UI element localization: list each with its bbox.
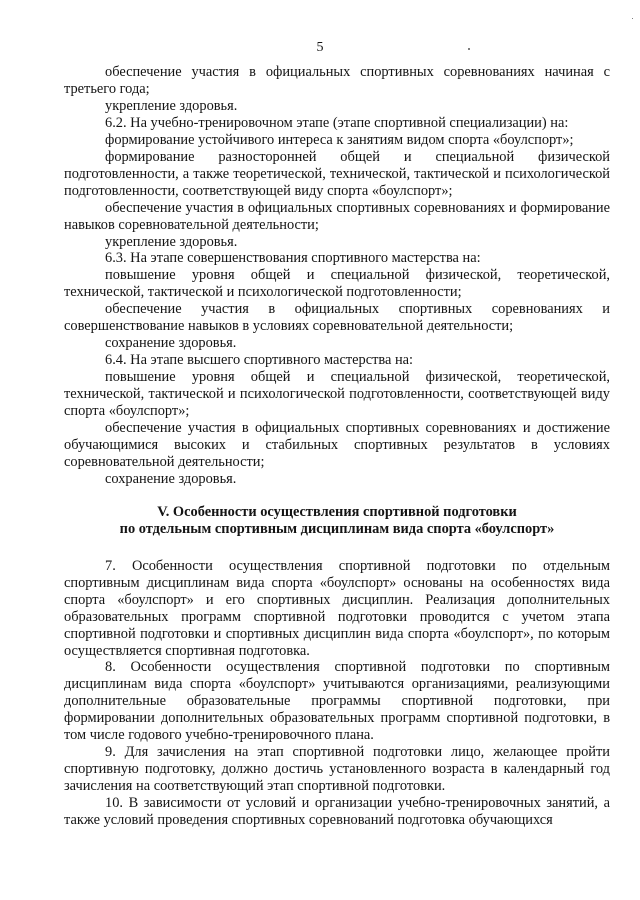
paragraph-9: 9. Для зачисления на этап спортивной подготовки лицо, желающее пройти спортивную подготовку, должно достичь установленного возраста в календарный год зачисления на соответствующий этап спортивной подготовки. [64,744,610,795]
scan-speck [468,48,470,50]
paragraph-health-strengthening: укрепление здоровья. [105,97,238,114]
paragraph-versatile-training: формирование разносторонней общей и специальной физической подготовленности, а также теоретической, технической, тактической и психологической подготовленности, соответствующей виду спорта «боулспорт»; [64,148,610,199]
page-number: 5 [316,40,324,55]
paragraph-raising-level-bowlsport: повышение уровня общей и специальной физической, теоретической, технической, тактической и психологической подготовленности, соответствующей виду спорта «боулспорт»; [64,369,610,420]
paragraph-stable-interest: формирование устойчивого интереса к занятиям видом спорта «боулспорт»; [105,131,574,148]
paragraph-10: 10. В зависимости от условий и организации учебно-тренировочных занятий, а также условий проведения спортивных соревнований подготовка обучающихся [64,795,610,829]
paragraph-health-preservation: сохранение здоровья. [105,335,237,352]
document-body [64,64,610,829]
paragraph-6-2: 6.2. На учебно-тренировочном этапе (этапе спортивной специализации) на: [105,114,569,131]
section-heading-line-1: V. Особенности осуществления спортивной подготовки [157,503,517,520]
paragraph-raising-level: повышение уровня общей и специальной физической, теоретической, технической, тактической и психологической подготовленности; [64,267,610,301]
paragraph-competition-skills: обеспечение участия в официальных спортивных соревнованиях и формирование навыков соревновательной деятельности; [64,199,610,233]
paragraph-6-3: 6.3. На этапе совершенствования спортивного мастерства на: [105,250,481,267]
paragraph-6-4: 6.4. На этапе высшего спортивного мастерства на: [105,352,414,369]
section-heading-line-2: по отдельным спортивным дисциплинам вида спорта «боулспорт» [119,520,555,537]
paragraph-participation-from-third-year: обеспечение участия в официальных спортивных соревнованиях начиная с третьего года; [64,64,610,97]
spacer [64,488,610,504]
paragraph-competition-improvement: обеспечение участия в официальных спортивных соревнованиях и совершенствование навыков в условиях соревновательной деятельности; [64,301,610,335]
paragraph-high-results: обеспечение участия в официальных спортивных соревнованиях и достижение обучающимися высоких и стабильных спортивных результатов в условиях соревновательной деятельности; [64,420,610,470]
paragraph-health-preservation-2: сохранение здоровья. [105,470,237,487]
paragraph-7: 7. Особенности осуществления спортивной подготовки по отдельным спортивным дисциплинам вида спорта «боулспорт» основаны на особенностях вида спорта «боулспорт» и его спортивных дисциплин. Реализация дополнительных образовательных программ спортивной подготовки проводится с учетом этапа спортивной подготовки и спортивных дисциплин вида спорта «боулспорт», по которым осуществляется спортивная подготовка. [64,557,610,659]
spacer [64,538,610,558]
paragraph-health-strengthening-2: укрепление здоровья. [105,233,238,250]
scan-speck [632,18,633,19]
paragraph-8: 8. Особенности осуществления спортивной подготовки по спортивным дисциплинам вида спорта «боулспорт» учитываются организациями, реализующими дополнительные образовательные программы спортивной подготовки, при формировании дополнительных образовательных программ спортивной подготовки, в том числе годового учебно-тренировочного плана. [64,659,610,744]
